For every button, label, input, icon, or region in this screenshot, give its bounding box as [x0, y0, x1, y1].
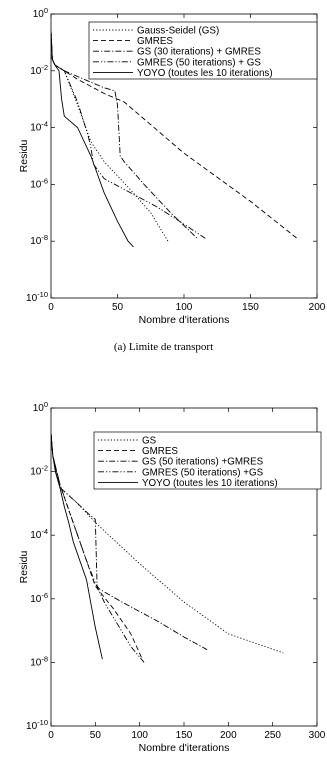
y-tick-base: 10: [30, 236, 42, 248]
legend-label: GMRES (50 iterations) + GS: [137, 57, 261, 69]
y-tick-exponent: -10: [37, 290, 48, 299]
y-tick-base: 10: [30, 593, 42, 605]
y-tick-label: [33, 6, 48, 20]
x-tick-label: 0: [48, 730, 54, 741]
x-tick-label: 150: [242, 302, 259, 313]
chart-transport-limit: [0, 0, 327, 330]
y-tick-base: 10: [30, 122, 42, 134]
y-tick-label: [30, 63, 48, 77]
y-tick-label: [30, 591, 48, 605]
y-tick-exponent: -8: [41, 233, 48, 243]
y-tick-base: 10: [26, 293, 38, 304]
x-tick-label: 0: [48, 302, 54, 313]
y-tick-exponent: -10: [37, 718, 48, 727]
legend-label: GMRES: [137, 36, 173, 48]
x-axis-label: Nombre d'iterations: [138, 314, 230, 326]
y-tick-base: 10: [30, 65, 42, 77]
y-tick-base: 10: [30, 530, 42, 542]
x-tick-label: 100: [175, 302, 193, 313]
y-axis-label: Residu: [18, 139, 30, 173]
legend-label: GS (30 iterations) + GMRES: [137, 46, 261, 58]
y-tick-label: [30, 464, 48, 478]
legend-label: GMRES (50 iterations) +GS: [142, 467, 264, 479]
y-tick-label: [26, 290, 48, 304]
x-axis-label: Nombre d'iterations: [138, 742, 230, 754]
legend-label: GMRES: [142, 446, 178, 458]
legend: [89, 22, 317, 79]
y-tick-base: 10: [26, 721, 38, 732]
legend-label: GS: [142, 435, 157, 447]
chart-second: [0, 398, 327, 784]
y-tick-label: [33, 400, 48, 414]
y-tick-base: 10: [32, 9, 44, 20]
y-tick-label: [30, 233, 48, 247]
y-tick-exponent: -4: [41, 527, 48, 537]
y-tick-label: [30, 527, 48, 541]
y-tick-label: [26, 718, 48, 732]
y-tick-base: 10: [30, 657, 42, 669]
x-tick-label: 150: [175, 730, 193, 741]
y-tick-exponent: -8: [41, 654, 48, 664]
y-tick-label: [30, 176, 48, 190]
y-tick-exponent: -6: [41, 590, 48, 600]
x-tick-label: 200: [219, 730, 237, 741]
y-tick-exponent: -4: [41, 119, 48, 129]
legend-label: YOYO (toutes les 10 iterations): [137, 67, 273, 79]
x-tick-label: 200: [308, 302, 326, 313]
y-tick-exponent: -2: [41, 62, 48, 72]
x-tick-label: 50: [89, 730, 101, 741]
x-tick-label: 100: [131, 730, 149, 741]
y-tick-exponent: 0: [43, 6, 48, 15]
y-tick-exponent: -6: [41, 176, 48, 186]
y-tick-exponent: -2: [41, 463, 48, 473]
legend-label: YOYO (toutes les 10 iterations): [142, 477, 278, 489]
y-tick-base: 10: [30, 179, 42, 191]
x-tick-label: 50: [111, 302, 124, 313]
y-tick-label: [30, 120, 48, 134]
y-tick-exponent: 0: [43, 400, 48, 409]
x-tick-label: 300: [308, 730, 326, 741]
y-tick-label: [30, 654, 48, 668]
legend-label: GS (50 iterations) +GMRES: [142, 456, 264, 468]
legend-label: Gauss-Seidel (GS): [137, 25, 220, 37]
y-tick-base: 10: [32, 403, 44, 414]
y-axis-label: Residu: [18, 550, 30, 584]
y-tick-base: 10: [30, 466, 42, 478]
x-tick-label: 250: [264, 730, 282, 741]
legend: [94, 432, 321, 489]
caption-a: (a) Limite de transport: [113, 341, 214, 353]
